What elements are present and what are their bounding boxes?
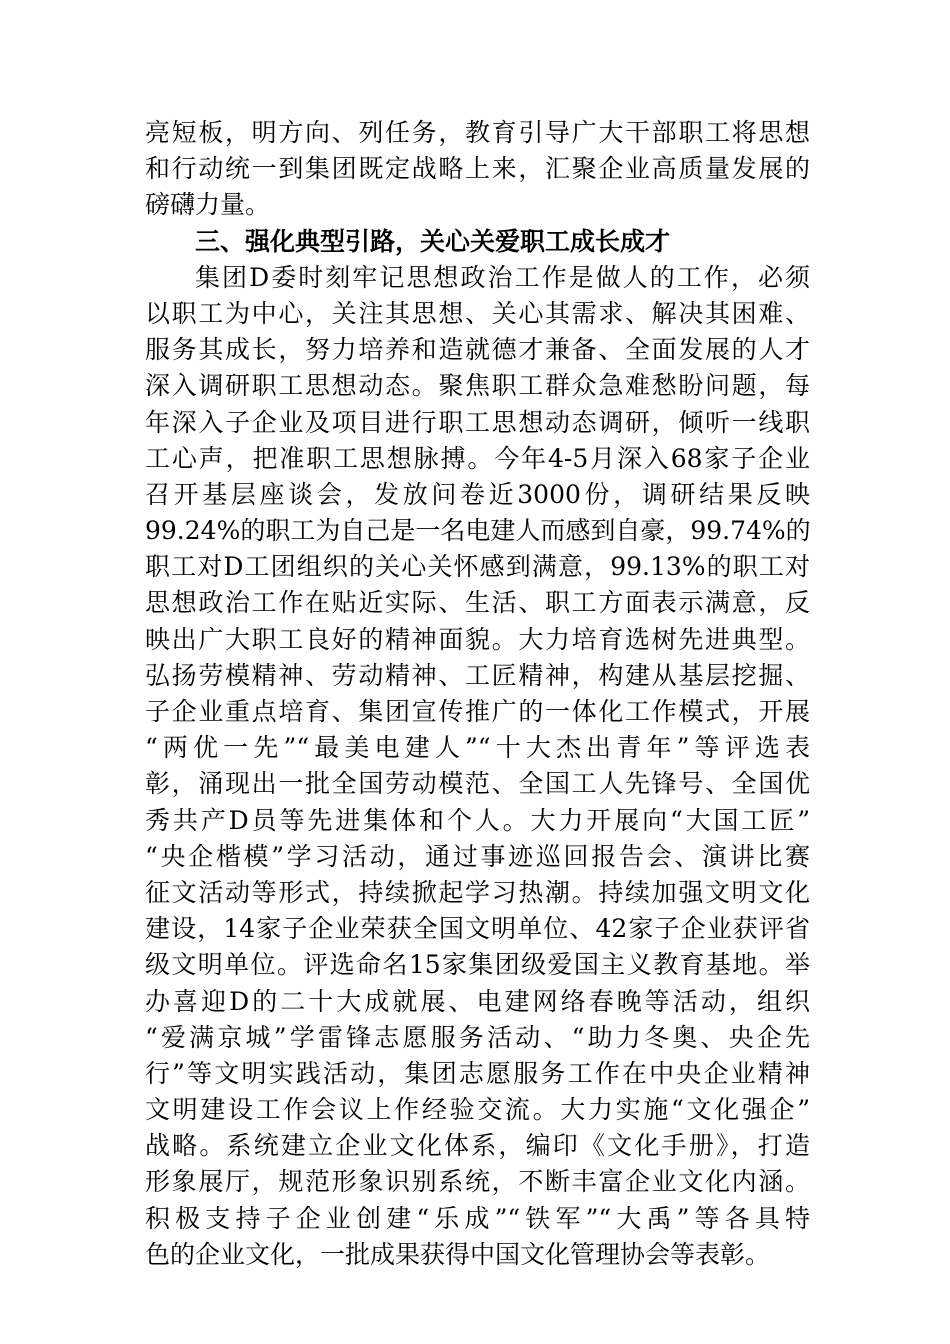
text-line: 服务其成长，努力培养和造就德才兼备、全面发展的人才 (145, 335, 810, 365)
text-line: 年深入子企业及项目进行职工思想动态调研，倾听一线职 (145, 407, 810, 437)
text-line: 形象展厅，规范形象识别系统，不断丰富企业文化内涵。 (145, 1167, 810, 1197)
text-line: 文明建设工作会议上作经验交流。大力实施“文化强企” (145, 1095, 810, 1125)
text-line: 行”等文明实践活动，集团志愿服务工作在中央企业精神 (145, 1058, 810, 1088)
text-line: 99.24%的职工为自己是一名电建人而感到自豪，99.74%的 (145, 516, 811, 546)
text-line: 和行动统一到集团既定战略上来，汇聚企业高质量发展的 (145, 154, 810, 184)
text-line: 深入调研职工思想动态。聚焦职工群众急难愁盼问题，每 (145, 371, 810, 401)
text-line: 职工对D工团组织的关心关怀感到满意，99.13%的职工对 (145, 552, 810, 582)
text-line: 工心声，把准职工思想脉搏。今年4-5月深入68家子企业 (145, 443, 810, 473)
text-line: “央企楷模”学习活动，通过事迹巡回报告会、演讲比赛 (145, 841, 810, 871)
text-line: 建设，14家子企业荣获全国文明单位、42家子企业获评省 (145, 914, 810, 944)
text-line: “爱满京城”学雷锋志愿服务活动、“助力冬奥、央企先 (145, 1022, 810, 1052)
text-line: 办喜迎D的二十大成就展、电建网络春晚等活动，组织 (145, 986, 810, 1016)
text-line: 弘扬劳模精神、劳动精神、工匠精神，构建从基层挖掘、 (145, 660, 810, 690)
text-line: 积极支持子企业创建“乐成”“铁军”“大禹”等各具特 (145, 1203, 810, 1233)
text-line: 亮短板，明方向、列任务，教育引导广大干部职工将思想 (145, 118, 810, 147)
text-line: 磅礴力量。 (145, 190, 271, 220)
text-line: “两优一先”“最美电建人”“十大杰出青年”等评选表 (145, 733, 810, 763)
text-line: 征文活动等形式，持续掀起学习热潮。持续加强文明文化 (145, 877, 810, 907)
text-line: 子企业重点培育、集团宣传推广的一体化工作模式，开展 (145, 697, 810, 726)
body-text (145, 115, 810, 1273)
text-line: 召开基层座谈会，发放问卷近3000份，调研结果反映 (145, 479, 810, 509)
text-line: 色的企业文化，一批成果获得中国文化管理协会等表彰。 (145, 1239, 771, 1269)
text-line: 秀共产D员等先进集体和个人。大力开展向“大国工匠” (145, 805, 810, 835)
text-line: 以职工为中心，关注其思想、关心其需求、解决其困难、 (145, 298, 810, 328)
text-line: 战略。系统建立企业文化体系，编印《文化手册》，打造 (145, 1131, 810, 1161)
text-line: 映出广大职工良好的精神面貌。大力培育选树先进典型。 (145, 624, 810, 654)
text-line: 思想政治工作在贴近实际、生活、职工方面表示满意，反 (145, 588, 810, 618)
text-line: 集团D委时刻牢记思想政治工作是做人的工作，必须 (195, 262, 810, 292)
section-heading: 三、强化典型引路，关心关爱职工成长成才 (195, 226, 671, 256)
text-line: 彰，涌现出一批全国劳动模范、全国工人先锋号、全国优 (145, 769, 810, 799)
text-line: 级文明单位。评选命名15家集团级爱国主义教育基地。举 (145, 950, 810, 980)
